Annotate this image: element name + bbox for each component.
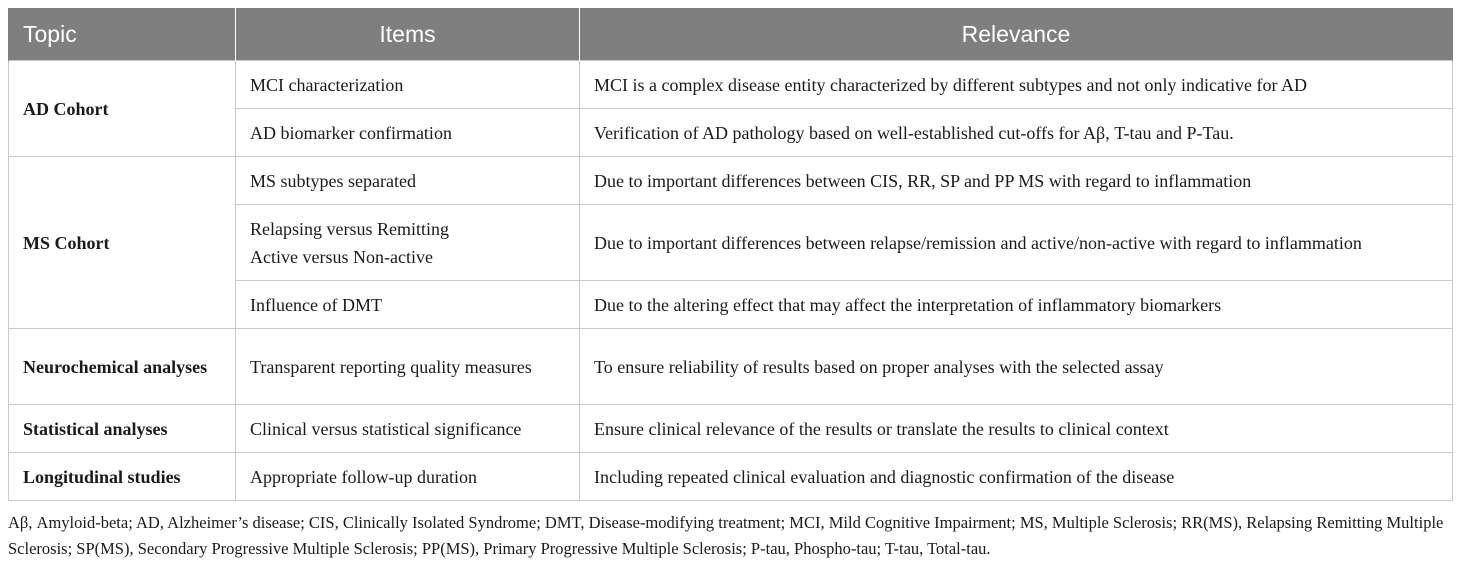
table-body: [9, 61, 1453, 501]
item-cell: [236, 205, 580, 281]
relevance-cell: MCI is a complex disease entity characterized by different subtypes and not only indicative for AD: [580, 61, 1453, 109]
header-topic: Topic: [9, 8, 236, 61]
table-row: [9, 61, 1453, 109]
item-cell: Transparent reporting quality measures: [236, 329, 580, 405]
item-cell: MCI characterization: [236, 61, 580, 109]
topic-statistical-analyses: Statistical analyses: [9, 405, 236, 453]
relevance-cell: Ensure clinical relevance of the results or translate the results to clinical context: [580, 405, 1453, 453]
item-cell: Appropriate follow-up duration: [236, 453, 580, 501]
item-cell: AD biomarker confirmation: [236, 109, 580, 157]
topic-ad-cohort: AD Cohort: [9, 61, 236, 157]
relevance-cell: Including repeated clinical evaluation and diagnostic confirmation of the disease: [580, 453, 1453, 501]
header-row: [9, 8, 1453, 61]
topic-neurochemical-analyses: Neurochemical analyses: [9, 329, 236, 405]
relevance-cell: To ensure reliability of results based on proper analyses with the selected assay: [580, 329, 1453, 405]
topic-ms-cohort: MS Cohort: [9, 157, 236, 329]
item-line: Active versus Non-active: [250, 246, 433, 267]
header-items: Items: [236, 8, 580, 61]
header-relevance: Relevance: [580, 8, 1453, 61]
item-cell: MS subtypes separated: [236, 157, 580, 205]
table-row: [9, 329, 1453, 405]
item-cell: Influence of DMT: [236, 281, 580, 329]
relevance-cell: Verification of AD pathology based on well-established cut-offs for Aβ, T-tau and P-Tau.: [580, 109, 1453, 157]
recommendations-table: [8, 8, 1453, 501]
table-row: [9, 405, 1453, 453]
relevance-cell: Due to important differences between CIS, RR, SP and PP MS with regard to inflammation: [580, 157, 1453, 205]
item-line: Relapsing versus Remitting: [250, 218, 449, 239]
table-container: [8, 8, 1452, 562]
table-footnote: Aβ, Amyloid-beta; AD, Alzheimer’s disease; CIS, Clinically Isolated Syndrome; DMT, Disease-modifying treatment; MCI, Mild Cognitive Impairment; MS, Multiple Sclerosis; RR(MS), Relapsing Remitting Multiple Sclerosis; SP(MS), Secondary Progressive Multiple Sclerosis; PP(MS), Primary Progressive Multiple Sclerosis; P-tau, Phospho-tau; T-tau, Total-tau.: [8, 513, 1444, 558]
item-cell: Clinical versus statistical significance: [236, 405, 580, 453]
relevance-cell: Due to important differences between relapse/remission and active/non-active with regard to inflammation: [580, 205, 1453, 281]
table-header: [9, 8, 1453, 61]
table-row: [9, 453, 1453, 501]
table-row: [9, 157, 1453, 205]
topic-longitudinal-studies: Longitudinal studies: [9, 453, 236, 501]
relevance-cell: Due to the altering effect that may affect the interpretation of inflammatory biomarkers: [580, 281, 1453, 329]
